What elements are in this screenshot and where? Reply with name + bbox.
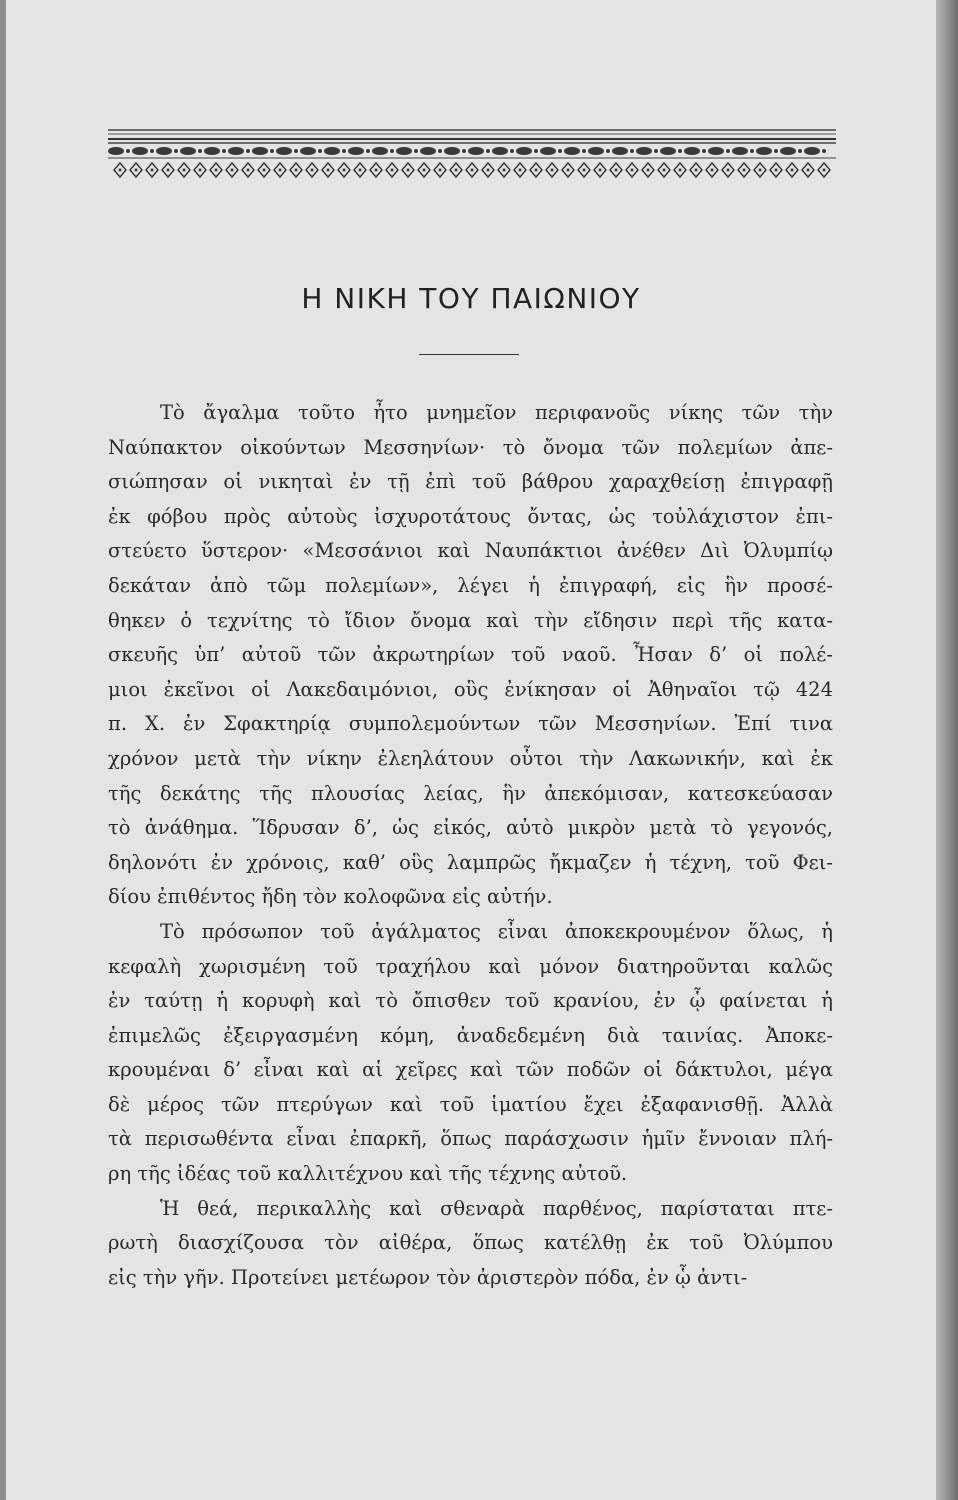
ornament-dot bbox=[510, 149, 514, 153]
ornament-diamond-dot bbox=[119, 169, 122, 172]
text-line: Τὸ πρόσωπον τοῦ ἀγάλματος εἶναι ἀποκεκρουμένον ὅλως, ἡ bbox=[160, 919, 833, 943]
ornament-diamond-dot bbox=[823, 169, 826, 172]
ornament-oval bbox=[804, 147, 820, 155]
ornament-dot bbox=[678, 149, 682, 153]
ornament-diamond-dot bbox=[695, 169, 698, 172]
ornament-diamond-dot bbox=[439, 169, 442, 172]
ornament-dot bbox=[702, 149, 706, 153]
ornament-dot bbox=[654, 149, 658, 153]
ornament-diamond-dot bbox=[487, 169, 490, 172]
ornament-diamond-dot bbox=[471, 169, 474, 172]
ornament-diamond-dot bbox=[519, 169, 522, 172]
ornament-dot bbox=[822, 149, 826, 153]
ornament-dot bbox=[270, 149, 274, 153]
ornament-diamond-dot bbox=[359, 169, 362, 172]
text-line: σκευῆς ὑπ’ αὐτοῦ τῶν ἀκρωτηρίων τοῦ ναοῦ. Ἦσαν δ’ οἱ πολέ- bbox=[108, 643, 833, 667]
ornament-oval bbox=[588, 147, 604, 155]
ornament-diamond-dot bbox=[167, 169, 170, 172]
text-line: κεφαλὴ χωρισμένη τοῦ τραχήλου καὶ μόνον διατηροῦνται καλῶς bbox=[108, 954, 833, 978]
ornament-dot bbox=[558, 149, 562, 153]
text-line: π. Χ. ἐν Σφακτηρίᾳ συμπολεμούντων τῶν Μεσσηνίων. Ἐπί τινα bbox=[108, 712, 833, 736]
ornament-oval bbox=[492, 147, 508, 155]
ornament-oval bbox=[204, 147, 220, 155]
ornament-oval bbox=[396, 147, 412, 155]
ornament-dot bbox=[390, 149, 394, 153]
ornament-diamond-dot bbox=[599, 169, 602, 172]
ornament-dot bbox=[486, 149, 490, 153]
text-line: μιοι ἐκεῖνοι οἱ Λακεδαιμόνιοι, οὓς ἐνίκησαν οἱ Ἀθηναῖοι τῷ 424 bbox=[108, 677, 833, 701]
text-line: χρόνον μετὰ τὴν νίκην ἐλεηλάτουν οὗτοι τὴν Λακωνικήν, καὶ ἐκ bbox=[108, 746, 833, 770]
text-line: εἰς τὴν γῆν. Προτείνει μετέωρον τὸν ἀριστερὸν πόδα, ἐν ᾧ ἀντι- bbox=[108, 1265, 748, 1289]
text-line: θηκεν ὁ τεχνίτης τὸ ἴδιον ὄνομα καὶ τὴν εἴδησιν περὶ τῆς κατα- bbox=[108, 608, 833, 632]
ornament-dot bbox=[222, 149, 226, 153]
ornament-diamond-dot bbox=[807, 169, 810, 172]
ornament-diamond-dot bbox=[247, 169, 250, 172]
ornament-diamond-dot bbox=[583, 169, 586, 172]
ornament-diamond-dot bbox=[343, 169, 346, 172]
ornament-oval bbox=[468, 147, 484, 155]
ornament-dot bbox=[366, 149, 370, 153]
ornament-diamond-dot bbox=[455, 169, 458, 172]
ornament-diamond-dot bbox=[679, 169, 682, 172]
ornament-oval bbox=[228, 147, 244, 155]
ornament-oval bbox=[444, 147, 460, 155]
ornament-dot bbox=[774, 149, 778, 153]
text-line: δεκάταν ἀπὸ τῶμ πολεμίων», λέγει ἡ ἐπιγραφή, εἰς ἣν προσέ- bbox=[108, 573, 833, 597]
ornament-border-graphic bbox=[108, 126, 836, 190]
ornament-dot bbox=[126, 149, 130, 153]
ornament-oval bbox=[324, 147, 340, 155]
ornament-oval bbox=[660, 147, 676, 155]
ornament-oval bbox=[684, 147, 700, 155]
text-line: δηλονότι ἐν χρόνοις, καθ’ οὓς λαμπρῶς ἤκμαζεν ἡ τέχνη, τοῦ Φει- bbox=[108, 850, 833, 874]
ornament-oval bbox=[732, 147, 748, 155]
ornament-diamond-dot bbox=[551, 169, 554, 172]
ornament-diamond-dot bbox=[759, 169, 762, 172]
ornament-oval bbox=[564, 147, 580, 155]
ornament-diamond-dot bbox=[791, 169, 794, 172]
ornament-diamond-dot bbox=[231, 169, 234, 172]
text-line: δὲ μέρος τῶν πτερύγων καὶ τοῦ ἱματίου ἔχει ἐξαφανισθῇ. Ἀλλὰ bbox=[108, 1092, 833, 1116]
ornament-dot bbox=[414, 149, 418, 153]
ornament-diamond-dot bbox=[727, 169, 730, 172]
ornament-oval bbox=[756, 147, 772, 155]
ornament-diamond-dot bbox=[535, 169, 538, 172]
ornament-diamond-dot bbox=[743, 169, 746, 172]
ornament-oval bbox=[372, 147, 388, 155]
ornament-oval bbox=[516, 147, 532, 155]
ornament-dot bbox=[534, 149, 538, 153]
ornament-oval bbox=[708, 147, 724, 155]
text-line: σιώπησαν οἱ νικηταὶ ἐν τῇ ἐπὶ τοῦ βάθρου χαραχθείσῃ ἐπιγραφῇ bbox=[108, 470, 833, 494]
ornament-diamond-dot bbox=[647, 169, 650, 172]
page bbox=[6, 0, 936, 1500]
ornament-diamond-dot bbox=[775, 169, 778, 172]
text-line: ἐπιμελῶς ἐξειργασμένη κόμη, ἀναδεδεμένη διὰ ταινίας. Ἀποκε- bbox=[108, 1023, 833, 1047]
ornament-diamond-dot bbox=[151, 169, 154, 172]
ornament-oval bbox=[276, 147, 292, 155]
text-line: τῆς δεκάτης τῆς πλουσίας λείας, ἣν ἀπεκόμισαν, κατεσκεύασαν bbox=[108, 781, 833, 805]
ornament-oval bbox=[132, 147, 148, 155]
ornament-dot bbox=[342, 149, 346, 153]
text-line: ἐν ταύτῃ ἡ κορυφὴ καὶ τὸ ὄπισθεν τοῦ κρανίου, ἐν ᾧ φαίνεται ἡ bbox=[108, 989, 833, 1013]
text-line: τὰ περισωθέντα εἶναι ἐπαρκῆ, ὅπως παράσχωσιν ἡμῖν ἔννοιαν πλή- bbox=[108, 1127, 833, 1151]
text-line: Ναύπακτον οἰκούντων Μεσσηνίων· τὸ ὄνομα τῶν πολεμίων ἀπε- bbox=[108, 435, 833, 459]
ornament-diamond-dot bbox=[423, 169, 426, 172]
ornament-diamond-dot bbox=[503, 169, 506, 172]
text-line: Τὸ ἄγαλμα τοῦτο ἦτο μνημεῖον περιφανοῦς νίκης τῶν τὴν bbox=[160, 401, 833, 424]
ornament-dot bbox=[798, 149, 802, 153]
ornament-oval bbox=[252, 147, 268, 155]
ornament-dot bbox=[150, 149, 154, 153]
ornament-oval bbox=[300, 147, 316, 155]
ornament-oval bbox=[540, 147, 556, 155]
text-line: ρη τῆς ἰδέας τοῦ καλλιτέχνου καὶ τῆς τέχνης αὐτοῦ. bbox=[108, 1162, 628, 1186]
ornament-diamond-dot bbox=[215, 169, 218, 172]
ornament-diamond-dot bbox=[279, 169, 282, 172]
ornament-diamond-dot bbox=[295, 169, 298, 172]
ornament-diamond-dot bbox=[199, 169, 202, 172]
text-line: στεύετο ὕστερον· «Μεσσάνιοι καὶ Ναυπάκτιοι ἀνέθεν Διὶ Ὀλυμπίῳ bbox=[108, 539, 833, 563]
ornament-dot bbox=[606, 149, 610, 153]
ornament-oval bbox=[612, 147, 628, 155]
ornament-dot bbox=[726, 149, 730, 153]
ornament-dot bbox=[198, 149, 202, 153]
text-line: Ἡ θεά, περικαλλὴς καὶ σθεναρὰ παρθένος, παρίσταται πτε- bbox=[160, 1196, 833, 1220]
ornament-dot bbox=[630, 149, 634, 153]
ornament-dot bbox=[462, 149, 466, 153]
ornament-oval bbox=[780, 147, 796, 155]
ornament-diamond-dot bbox=[391, 169, 394, 172]
ornament-dot bbox=[318, 149, 322, 153]
ornament-oval bbox=[108, 147, 124, 155]
ornament-diamond-dot bbox=[263, 169, 266, 172]
ornament-dot bbox=[438, 149, 442, 153]
ornament-diamond-dot bbox=[631, 169, 634, 172]
page-title: Η ΝΙΚΗ ΤΟΥ ΠΑΙΩΝΙΟΥ bbox=[301, 282, 641, 315]
ornament-oval bbox=[420, 147, 436, 155]
text-line: ρωτὴ διασχίζουσα τὸν αἰθέρα, ὅπως κατέλθῃ ἐκ τοῦ Ὀλύμπου bbox=[108, 1231, 833, 1255]
decorative-header-ornament bbox=[108, 126, 836, 190]
ornament-oval bbox=[348, 147, 364, 155]
ornament-dot bbox=[582, 149, 586, 153]
ornament-dot bbox=[750, 149, 754, 153]
ornament-dot bbox=[174, 149, 178, 153]
text-line: δίου ἐπιθέντος ἤδη τὸν κολοφῶνα εἰς αὐτήν. bbox=[108, 885, 553, 909]
ornament-oval bbox=[636, 147, 652, 155]
ornament-diamond-dot bbox=[407, 169, 410, 172]
body-text bbox=[108, 396, 833, 1295]
ornament-diamond-dot bbox=[135, 169, 138, 172]
ornament-diamond-dot bbox=[663, 169, 666, 172]
ornament-oval bbox=[180, 147, 196, 155]
ornament-dot bbox=[246, 149, 250, 153]
page-edge-shadow bbox=[936, 0, 958, 1500]
text-line: ἐκ φόβου πρὸς αὐτοὺς ἰσχυροτάτους ὄντας, ὡς τοὐλάχιστον ἐπι- bbox=[108, 504, 833, 528]
ornament-diamond-dot bbox=[311, 169, 314, 172]
title-divider bbox=[419, 354, 519, 355]
ornament-diamond-dot bbox=[183, 169, 186, 172]
text-line: κρουμέναι δ’ εἶναι καὶ αἱ χεῖρες καὶ τῶν ποδῶν οἱ δάκτυλοι, μέγα bbox=[108, 1058, 833, 1082]
ornament-diamond-dot bbox=[615, 169, 618, 172]
ornament-diamond-dot bbox=[375, 169, 378, 172]
ornament-diamond-dot bbox=[567, 169, 570, 172]
ornament-diamond-dot bbox=[711, 169, 714, 172]
ornament-diamond-dot bbox=[327, 169, 330, 172]
ornament-oval bbox=[156, 147, 172, 155]
text-line: τὸ ἀνάθημα. Ἵδρυσαν δ’, ὡς εἰκός, αὐτὸ μικρὸν μετὰ τὸ γεγονός, bbox=[108, 816, 833, 840]
ornament-dot bbox=[294, 149, 298, 153]
